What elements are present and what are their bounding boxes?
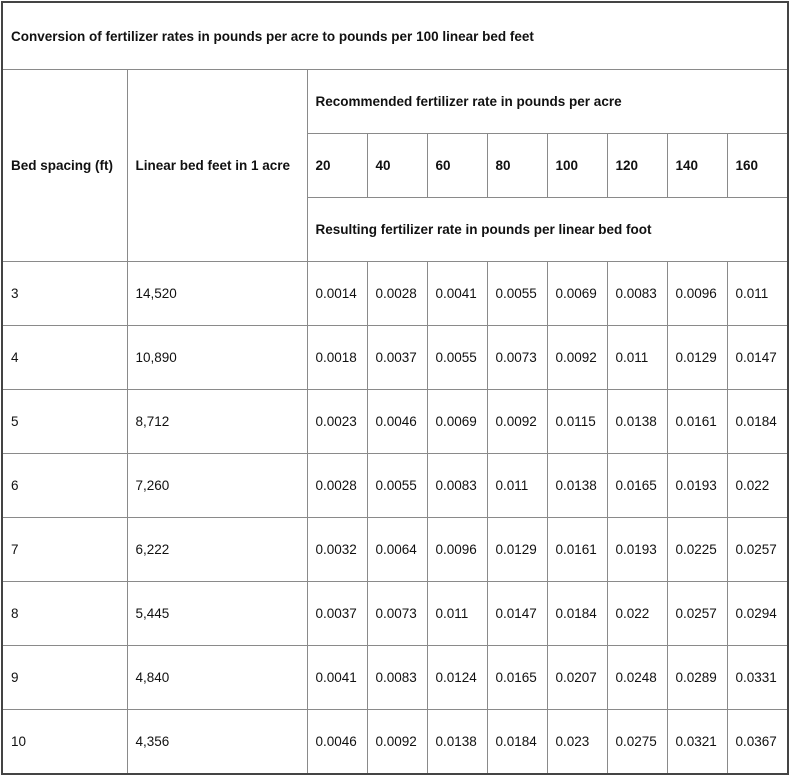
cell-rate-value: 0.0124	[427, 646, 487, 710]
table-row	[2, 262, 788, 326]
cell-rate-value: 0.0165	[487, 646, 547, 710]
cell-rate-value: 0.0184	[487, 710, 547, 775]
cell-rate-value: 0.0046	[367, 390, 427, 454]
cell-linear-bed-feet: 10,890	[127, 326, 307, 390]
cell-linear-bed-feet: 8,712	[127, 390, 307, 454]
cell-rate-value: 0.0028	[307, 454, 367, 518]
cell-rate-value: 0.0037	[307, 582, 367, 646]
cell-rate-value: 0.0092	[547, 326, 607, 390]
table-row	[2, 582, 788, 646]
cell-rate-value: 0.0055	[427, 326, 487, 390]
cell-rate-value: 0.022	[607, 582, 667, 646]
cell-linear-bed-feet: 7,260	[127, 454, 307, 518]
cell-bed-spacing: 4	[2, 326, 127, 390]
cell-rate-value: 0.0257	[727, 518, 788, 582]
cell-linear-bed-feet: 4,356	[127, 710, 307, 775]
cell-rate-value: 0.0207	[547, 646, 607, 710]
header-rate-160: 160	[727, 134, 788, 198]
header-rate-40: 40	[367, 134, 427, 198]
cell-rate-value: 0.0096	[427, 518, 487, 582]
header-recommended-rate-group: Recommended fertilizer rate in pounds per acre	[307, 70, 788, 134]
cell-bed-spacing: 9	[2, 646, 127, 710]
cell-rate-value: 0.0069	[547, 262, 607, 326]
header-rate-80: 80	[487, 134, 547, 198]
cell-rate-value: 0.0073	[487, 326, 547, 390]
cell-bed-spacing: 10	[2, 710, 127, 775]
table-row	[2, 454, 788, 518]
header-linear-bed-feet: Linear bed feet in 1 acre	[127, 70, 307, 262]
header-rate-120: 120	[607, 134, 667, 198]
cell-rate-value: 0.0294	[727, 582, 788, 646]
cell-rate-value: 0.0083	[607, 262, 667, 326]
cell-bed-spacing: 3	[2, 262, 127, 326]
cell-rate-value: 0.0041	[427, 262, 487, 326]
cell-rate-value: 0.0055	[487, 262, 547, 326]
cell-rate-value: 0.0069	[427, 390, 487, 454]
cell-rate-value: 0.0032	[307, 518, 367, 582]
cell-rate-value: 0.0041	[307, 646, 367, 710]
table-row	[2, 390, 788, 454]
cell-rate-value: 0.0138	[607, 390, 667, 454]
cell-rate-value: 0.011	[727, 262, 788, 326]
cell-rate-value: 0.0083	[367, 646, 427, 710]
cell-rate-value: 0.0248	[607, 646, 667, 710]
cell-rate-value: 0.0138	[427, 710, 487, 775]
cell-rate-value: 0.0129	[487, 518, 547, 582]
header-rate-100: 100	[547, 134, 607, 198]
cell-rate-value: 0.0161	[667, 390, 727, 454]
cell-rate-value: 0.0161	[547, 518, 607, 582]
header-rate-20: 20	[307, 134, 367, 198]
cell-rate-value: 0.011	[487, 454, 547, 518]
table-title: Conversion of fertilizer rates in pounds per acre to pounds per 100 linear bed feet	[2, 2, 788, 70]
cell-rate-value: 0.0321	[667, 710, 727, 775]
header-rate-60: 60	[427, 134, 487, 198]
cell-rate-value: 0.0046	[307, 710, 367, 775]
cell-rate-value: 0.0092	[367, 710, 427, 775]
cell-bed-spacing: 6	[2, 454, 127, 518]
cell-rate-value: 0.0289	[667, 646, 727, 710]
cell-bed-spacing: 7	[2, 518, 127, 582]
header-bed-spacing: Bed spacing (ft)	[2, 70, 127, 262]
cell-rate-value: 0.0092	[487, 390, 547, 454]
cell-rate-value: 0.0331	[727, 646, 788, 710]
cell-rate-value: 0.023	[547, 710, 607, 775]
cell-rate-value: 0.0083	[427, 454, 487, 518]
cell-rate-value: 0.0037	[367, 326, 427, 390]
cell-rate-value: 0.0023	[307, 390, 367, 454]
cell-rate-value: 0.0193	[667, 454, 727, 518]
header-rate-140: 140	[667, 134, 727, 198]
table-row	[2, 518, 788, 582]
cell-rate-value: 0.011	[607, 326, 667, 390]
table-row	[2, 710, 788, 775]
cell-rate-value: 0.0014	[307, 262, 367, 326]
cell-rate-value: 0.0055	[367, 454, 427, 518]
cell-rate-value: 0.0129	[667, 326, 727, 390]
cell-rate-value: 0.0225	[667, 518, 727, 582]
cell-linear-bed-feet: 5,445	[127, 582, 307, 646]
cell-rate-value: 0.0018	[307, 326, 367, 390]
header-resulting-rate-group: Resulting fertilizer rate in pounds per linear bed foot	[307, 198, 788, 262]
cell-rate-value: 0.0257	[667, 582, 727, 646]
cell-rate-value: 0.0275	[607, 710, 667, 775]
cell-rate-value: 0.0184	[547, 582, 607, 646]
cell-bed-spacing: 8	[2, 582, 127, 646]
cell-linear-bed-feet: 4,840	[127, 646, 307, 710]
table-row	[2, 326, 788, 390]
cell-rate-value: 0.0367	[727, 710, 788, 775]
cell-rate-value: 0.022	[727, 454, 788, 518]
table-row	[2, 646, 788, 710]
fertilizer-conversion-table	[1, 1, 789, 775]
cell-rate-value: 0.0165	[607, 454, 667, 518]
cell-rate-value: 0.0073	[367, 582, 427, 646]
cell-rate-value: 0.0115	[547, 390, 607, 454]
cell-rate-value: 0.0064	[367, 518, 427, 582]
cell-bed-spacing: 5	[2, 390, 127, 454]
table-body	[2, 262, 788, 775]
cell-rate-value: 0.011	[427, 582, 487, 646]
cell-rate-value: 0.0096	[667, 262, 727, 326]
cell-linear-bed-feet: 6,222	[127, 518, 307, 582]
cell-rate-value: 0.0028	[367, 262, 427, 326]
cell-rate-value: 0.0147	[487, 582, 547, 646]
cell-rate-value: 0.0193	[607, 518, 667, 582]
cell-rate-value: 0.0184	[727, 390, 788, 454]
cell-rate-value: 0.0138	[547, 454, 607, 518]
cell-linear-bed-feet: 14,520	[127, 262, 307, 326]
cell-rate-value: 0.0147	[727, 326, 788, 390]
